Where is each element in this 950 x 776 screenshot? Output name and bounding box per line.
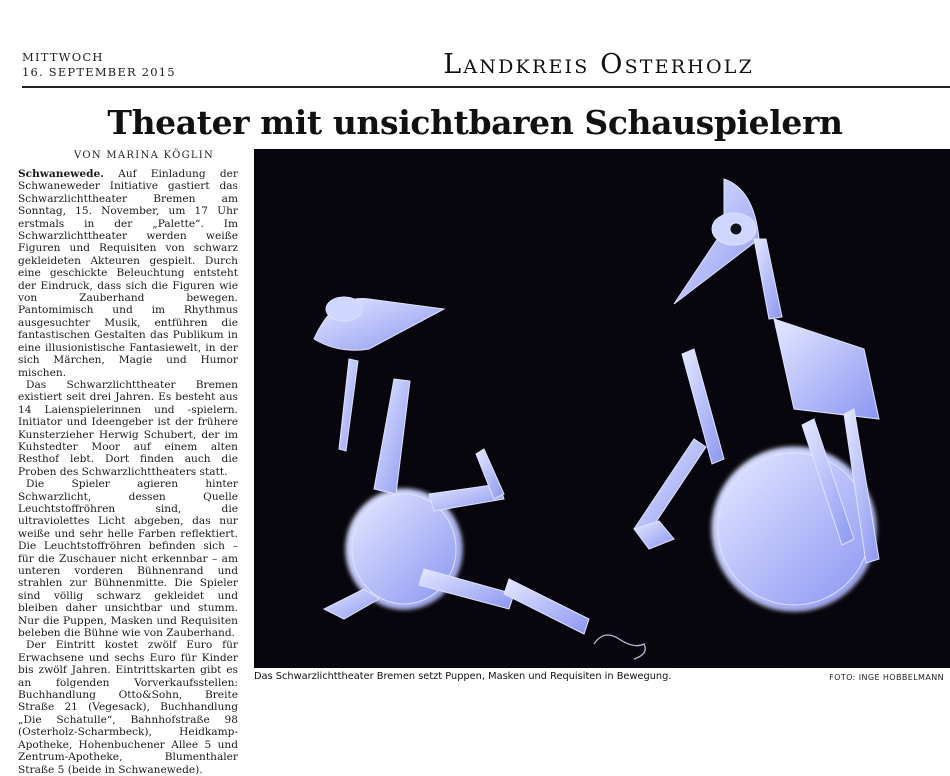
article-headline: Theater mit unsichtbaren Schauspielern <box>107 103 843 142</box>
article-paragraph-1-text: Auf Einladung der Schwaneweder Initiative gastiert das Schwarzlichttheater Bremen am Sonntag, 15. November, um 17 Uhr erstmals in der „Palette“. Im Schwarzlichttheater werden weiße Figuren und Requisiten von schwarz gekleideten Akteuren gespielt. Durch eine geschickte Beleuchtung entsteht der Eindruck, dass sich die Figuren wie von Zauberhand bewegen. Pantomimisch und im Rhythmus ausgesuchter Musik, entführen die fantastischen Gestalten das Publikum in eine illusionistische Fantasiewelt, in der sich Märchen, Magie und Humor mischen. <box>18 168 238 379</box>
masthead-rule <box>22 86 950 88</box>
issue-weekday: MITTWOCH <box>22 50 104 64</box>
photo-credit: FOTO: INGE HOBBELMANN <box>829 673 944 682</box>
article-photo <box>254 149 950 668</box>
article-paragraph-3: Die Spieler agieren hinter Schwarzlicht, dessen Quelle Leuchtstoffröhren sind, die ultraviolettes Licht abgeben, das nur weiße und sehr helle Farben reflektiert. Die Leuchtstoffröhren befinden sich – für die Zuschauer nicht erkennbar – am unteren vorderen Bühnenrand und strahlen zur Bühnenmitte. Die Spieler sind völlig schwarz gekleidet und bleiben daher unsichtbar und stumm. Nur die Puppen, Masken und Requisiten beleben die Bühne wie von Zauberhand. <box>18 478 238 640</box>
article-byline: VON MARINA KÖGLIN <box>74 150 215 161</box>
issue-date-text: 16. SEPTEMBER 2015 <box>22 65 176 79</box>
issue-date <box>22 50 176 80</box>
article-paragraph-2: Das Schwarzlichttheater Bremen existiert seit drei Jahren. Es besteht aus 14 Laienspielerinnen und -spielern. Initiator und Ideengeber ist der frühere Kunsterzieher Herwig Schubert, der im Kuhstedter Moor auf einem alten Resthof lebt. Dort finden auch die Proben des Schwarzlichttheaters statt. <box>18 378 238 478</box>
article-body <box>18 168 238 776</box>
photo-caption: Das Schwarzlichttheater Bremen setzt Puppen, Masken und Requisiten in Bewegung. <box>254 671 672 682</box>
article-dateline: Schwanewede. <box>18 168 104 180</box>
article-paragraph-4: Der Eintritt kostet zwölf Euro für Erwachsene und sechs Euro für Kinder bis zwölf Jahren. Eintrittskarten gibt es an folgenden Vorverkaufsstellen: Buchhandlung Otto&Sohn, Breite Straße 21 (Vegesack), Buchhandlung „Die Schatulle“, Bahnhofstraße 98 (Osterholz-Scharmbeck), Heidkamp-Apotheke, Hohenbuchener Allee 5 und Zentrum-Apotheke, Blumenthaler Straße 5 (beide in Schwanewede). <box>18 639 238 776</box>
puppet-illustration <box>254 149 950 668</box>
article-paragraph-1 <box>18 168 238 379</box>
section-title: Landkreis Osterholz <box>443 49 754 80</box>
